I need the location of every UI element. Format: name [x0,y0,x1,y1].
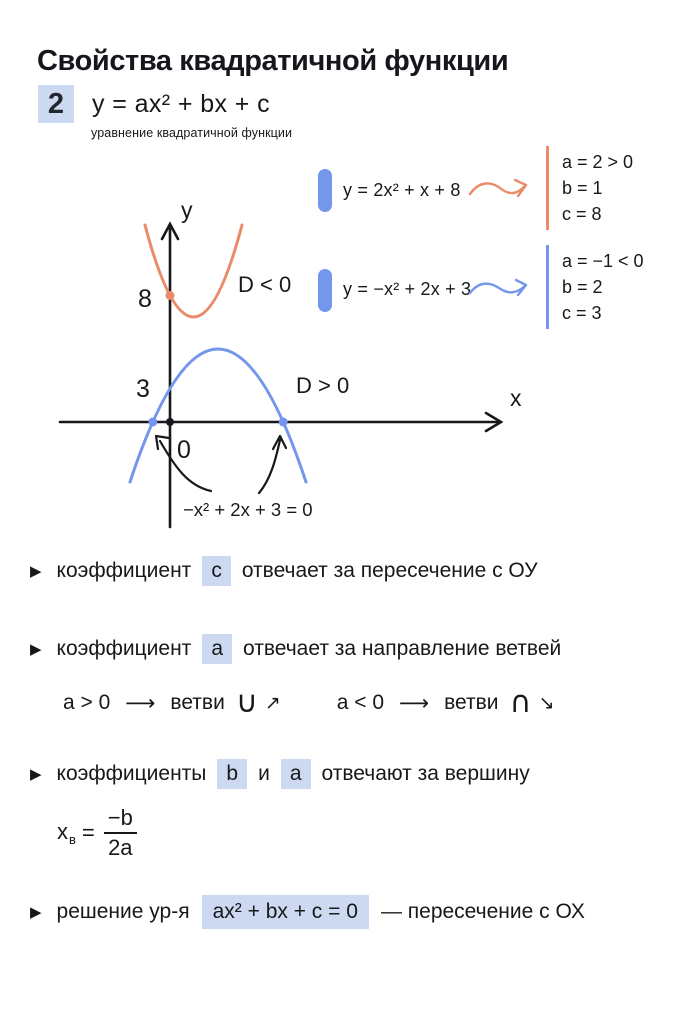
bullet-icon: ▶ [30,765,42,783]
highlighted-coefficient: b [217,759,247,789]
branches-word: ветви [444,691,499,714]
coefficient-b: b = 1 [562,178,603,198]
formula-subscript: в [69,832,76,848]
fraction-denominator: 2a [108,835,133,861]
coefficient-a: a = −1 < 0 [562,251,644,271]
discriminant-negative-label: D < 0 [238,272,292,297]
branches-up-icon: ∪ [235,685,258,720]
example-1-coefficients [546,146,633,230]
note-coefficient-a [30,634,561,664]
bullet-icon: ▶ [30,562,42,580]
equals-sign: = [81,820,95,846]
note-text: коэффициент [56,559,192,582]
parabola-graph [30,190,530,535]
example-2-equation: y = −x² + 2x + 3 [343,279,472,299]
formula-variable: $x_в$ [57,819,76,848]
x-axis-label: x [510,385,522,411]
note-text: отвечает за направление ветвей [243,637,562,660]
y-axis-label: y [181,197,193,223]
coefficient-c: c = 8 [562,204,602,224]
coefficient-c: c = 3 [562,303,602,323]
note-text: отвечает за пересечение с ОУ [241,559,538,582]
orange-parabola-up [145,225,242,317]
branches-down-icon: ∩ [509,685,532,720]
branch-direction-detail [63,685,555,720]
coefficient-a: a = 2 > 0 [562,152,634,172]
highlighted-equation: ax² + bx + c = 0 [202,895,369,929]
note-roots [30,895,585,929]
long-arrow-icon: ⟶ [125,691,156,715]
note-text: отвечают за вершину [321,762,530,785]
long-arrow-icon: ⟶ [399,691,430,715]
highlighted-coefficient: c [202,556,231,586]
note-vertex-coefficients [30,759,530,789]
vertex-x-formula [57,806,137,860]
example-2-coefficients [546,245,644,329]
note-text: — пересечение с ОХ [380,900,585,923]
coefficient-b: b = 2 [562,277,603,297]
blue-parabola-down [130,349,306,482]
origin-point [166,418,174,426]
example-1-equation: y = 2x² + x + 8 [343,180,461,200]
section-number-badge: 2 [38,85,74,123]
equation-caption: уравнение квадратичной функции [91,126,293,140]
arrow-up-right-icon: ↗ [264,692,281,714]
case-a-positive: a > 0 [63,691,111,714]
fraction [104,806,137,860]
marker-pill-icon [318,269,332,312]
note-text: коэффициент [56,637,192,660]
quadratic-general-equation: y = ax² + bx + c [92,90,271,118]
branches-word: ветви [170,691,225,714]
arrow-down-right-icon: ↘ [538,692,555,714]
bullet-icon: ▶ [30,640,42,658]
fraction-numerator: −b [104,806,137,834]
blue-right-root-point [279,418,288,427]
note-coefficient-c [30,556,538,586]
orange-y-intercept-point [166,291,175,300]
orange-squiggle-arrow-icon [467,176,531,202]
note-text: решение ур-я [56,900,190,923]
page-title: Свойства квадратичной функции [37,45,509,78]
case-a-negative: a < 0 [336,691,385,714]
blue-y-intercept-label: 3 [136,375,150,403]
bullet-icon: ▶ [30,903,42,921]
root-equation-label: −x² + 2x + 3 = 0 [183,499,313,520]
note-text: коэффициенты [56,762,207,785]
blue-squiggle-arrow-icon [467,276,531,302]
blue-left-root-point [148,418,157,427]
marker-pill-icon [318,169,332,212]
origin-label: 0 [177,436,191,464]
right-root-annotation-arrow [259,440,280,493]
discriminant-positive-label: D > 0 [296,373,350,398]
highlighted-coefficient: a [281,759,311,789]
highlighted-coefficient: a [202,634,232,664]
orange-y-intercept-label: 8 [138,285,152,313]
note-text: и [258,762,270,785]
